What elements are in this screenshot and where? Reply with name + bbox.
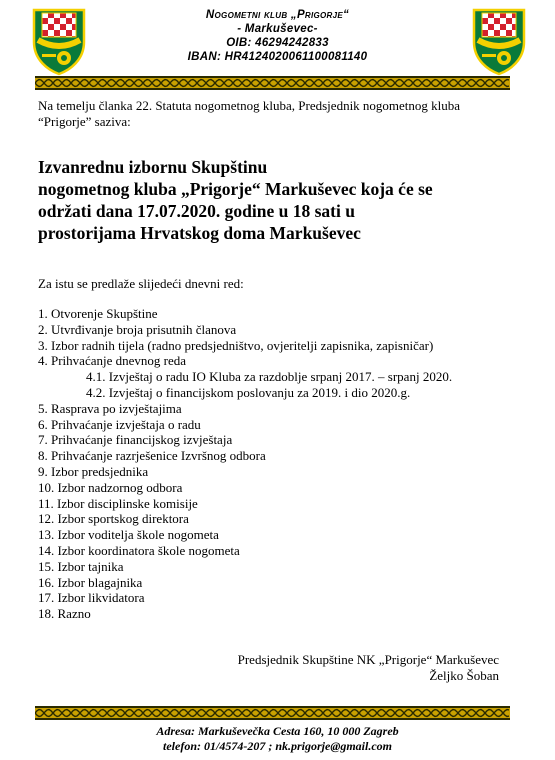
letterhead	[160, 8, 395, 64]
title-line: održati dana 17.07.2020. godine u 18 sati u	[38, 201, 355, 221]
agenda-item: 13. Izbor voditelja škole nogometa	[38, 527, 219, 543]
signature-name: Željko Šoban	[429, 668, 499, 683]
club-location: - Markuševec-	[237, 23, 318, 35]
agenda-subitem: 4.2. Izvještaj o financijskom poslovanju za 2019. i dio 2020.g.	[86, 384, 411, 400]
agenda-item: 17. Izbor likvidatora	[38, 590, 145, 606]
signature-role: Predsjednik Skupštine NK „Prigorje“ Markuševec	[237, 652, 499, 667]
agenda-item: 8. Prihvaćanje razrješenice Izvršnog odbora	[38, 448, 266, 464]
agenda-item: 7. Prihvaćanje financijskog izvještaja	[38, 432, 233, 448]
agenda-item: 2. Utvrđivanje broja prisutnih članova	[38, 321, 237, 337]
agenda-item: 1. Otvorenje Skupštine	[38, 306, 158, 321]
agenda-item: 16. Izbor blagajnika	[38, 574, 143, 590]
title-line: Izvanrednu izbornu Skupštinu	[38, 157, 268, 177]
agenda-subitem: 4.1. Izvještaj o radu IO Kluba za razdoblje srpanj 2017. – srpanj 2020.	[86, 369, 453, 385]
signature-block	[238, 652, 499, 684]
club-crest-logo-right	[470, 6, 528, 76]
agenda-item: 11. Izbor disciplinske komisije	[38, 495, 198, 511]
agenda-item: 4. Prihvaćanje dnevnog reda	[38, 353, 187, 369]
footer-address: Adresa: Markuševečka Cesta 160, 10 000 Zagreb	[156, 724, 399, 738]
title-line: prostorijama Hrvatskog doma Markuševec	[38, 223, 361, 243]
agenda-item: 18. Razno	[38, 606, 91, 622]
agenda-item: 12. Izbor sportskog direktora	[38, 511, 189, 527]
document-title	[38, 156, 518, 244]
footer	[40, 724, 515, 754]
decorative-band-bottom	[35, 706, 510, 720]
club-iban: IBAN: HR4124020061100081140	[187, 51, 368, 63]
agenda-item: 5. Rasprava po izvještajima	[38, 400, 182, 416]
agenda-item: 10. Izbor nadzornog odbora	[38, 479, 183, 495]
club-oib: OIB: 46294242833	[226, 37, 329, 49]
agenda-item: 9. Izbor predsjednika	[38, 463, 149, 479]
club-crest-logo-left	[30, 6, 88, 76]
agenda-item: 3. Izbor radnih tijela (radno predsjedništvo, ovjeritelji zapisnika, zapisničar)	[38, 337, 434, 353]
decorative-band-top	[35, 76, 510, 90]
agenda-item: 15. Izbor tajnika	[38, 558, 124, 574]
agenda-list	[38, 306, 518, 622]
title-line: nogometnog kluba „Prigorje“ Markuševec koja će se	[38, 179, 433, 199]
agenda-item: 14. Izbor koordinatora škole nogometa	[38, 542, 240, 558]
footer-contact: telefon: 01/4574-207 ; nk.prigorje@gmail.com	[163, 739, 392, 753]
agenda-lead: Za istu se predlaže slijedeći dnevni red:	[38, 276, 244, 291]
club-name: Nogometni klub „Prigorje“	[205, 9, 350, 21]
intro-paragraph: Na temelju članka 22. Statuta nogometnog kluba, Predsjednik nogometnog kluba “Prigorje” saziva:	[38, 98, 461, 129]
agenda-item: 6. Prihvaćanje izvještaja o radu	[38, 416, 201, 432]
